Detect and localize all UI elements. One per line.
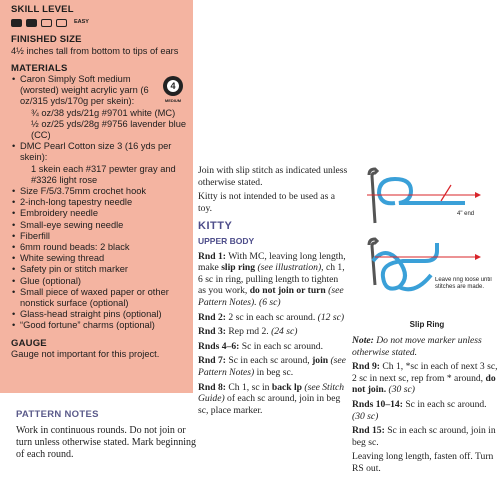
instructions-column <box>198 165 348 419</box>
material-caron: Caron Simply Soft medium (worsted) weight acrylic yarn (6 oz/315 yds/170g per skein): <box>20 74 149 107</box>
rounds-10-14: Rnds 10–14: Sc in each sc around. (30 sc) <box>352 398 487 422</box>
skill-box-4 <box>56 19 67 27</box>
material-item: • Glass-head straight pins (optional) <box>11 309 187 320</box>
material-item <box>11 74 161 108</box>
material-item: • Fiberfill <box>11 231 187 242</box>
skill-box-1 <box>11 19 22 27</box>
crochet-hook-icon <box>369 239 377 285</box>
kitty-title: KITTY <box>198 220 233 233</box>
material-dmc: DMC Pearl Cotton size 3 (16 yds per skein): <box>20 141 172 163</box>
upper-body-heading: UPPER BODY <box>198 235 255 246</box>
rounds-4-6: Rnds 4–6: Sc in each sc around. <box>198 340 323 352</box>
skill-box-2 <box>26 19 37 27</box>
instructions-column-right <box>352 335 500 478</box>
materials-list <box>11 141 187 163</box>
skill-box-3 <box>41 19 52 27</box>
slip-ring-diagram <box>355 165 500 335</box>
material-item: • White sewing thread <box>11 253 187 264</box>
marker-note: Note: Do not move marker unless otherwise stated. <box>352 335 482 358</box>
material-item: • Glue (optional) <box>11 276 187 287</box>
round-9: Rnd 9: Ch 1, *sc in each of next 3 sc, 2 sc in next sc, rep from * around, do not join. (30 sc) <box>352 361 498 396</box>
materials-sidebar <box>0 0 193 393</box>
skill-level-word: EASY <box>74 19 89 26</box>
round-3: Rnd 3: Rep rnd 2. (24 sc) <box>198 326 298 338</box>
intro-toy-note: Kitty is not intended to be used as a toy. <box>198 191 335 214</box>
materials-heading: MATERIALS <box>11 62 68 74</box>
material-item: • Safety pin or stitch marker <box>11 264 187 275</box>
material-item <box>11 141 187 163</box>
material-dmc-detail: 1 skein each #317 pewter gray and #3326 light rose <box>31 163 176 185</box>
skill-level-heading: SKILL LEVEL <box>11 4 74 15</box>
yarn-weight-number: 4 <box>170 81 176 91</box>
material-item: • Embroidery needle <box>11 208 187 219</box>
material-item: • 6mm round beads: 2 black <box>11 242 187 253</box>
finished-size-heading: FINISHED SIZE <box>11 34 82 46</box>
material-item: • Small-eye sewing needle <box>11 220 187 231</box>
materials-list <box>11 74 187 108</box>
materials-list-simple <box>11 186 187 332</box>
finish-instructions: Leaving long length, fasten off. Turn RS out. <box>352 451 494 474</box>
pattern-notes-heading: PATTERN NOTES <box>16 409 99 420</box>
intro-join-note: Join with slip stitch as indicated unless otherwise stated. <box>198 165 348 188</box>
gauge-text: Gauge not important for this project. <box>11 348 160 359</box>
end-label: 4" end <box>457 211 475 217</box>
material-item: • Small piece of waxed paper or other nonstick surface (optional) <box>11 287 187 309</box>
material-caron-lavender: ½ oz/25 yds/28g #9756 lavender blue (CC) <box>31 118 187 141</box>
pattern-notes-text: Work in continuous rounds. Do not join or turn unless otherwise stated. Mark beginning of each round. <box>16 425 196 460</box>
yarn-loop-top-icon <box>367 179 481 217</box>
yarn-weight-icon <box>162 75 184 103</box>
loose-ring-note: Leave ring loose until stitches are made. <box>435 277 492 290</box>
material-caron-white: ¾ oz/38 yds/21g #9701 white (MC) <box>31 107 176 118</box>
crochet-hook-icon <box>369 169 377 223</box>
round-8: Rnd 8: Ch 1, sc in back lp (see Stitch Guide) of each sc around, join in beg sc, place marker. <box>198 381 345 416</box>
round-2: Rnd 2: 2 sc in each sc around. (12 sc) <box>198 311 345 323</box>
material-item: • 2-inch-long tapestry needle <box>11 197 187 208</box>
gauge-heading: GAUGE <box>11 337 47 349</box>
pattern-notes <box>16 409 196 461</box>
round-1: Rnd 1: With MC, leaving long length, make slip ring (see illustration), ch 1, 6 sc in ring, pulling length to tighten as you work, do not join or turn (see Pattern Notes). (6 sc) <box>198 250 346 308</box>
finished-size-text: 4½ inches tall from bottom to tips of ears <box>11 45 179 56</box>
yarn-weight-word: MEDIUM <box>164 98 182 103</box>
slip-ring-caption: Slip Ring <box>409 320 445 329</box>
material-item: • Size F/5/3.75mm crochet hook <box>11 186 187 197</box>
skill-level-meter <box>11 17 187 28</box>
material-item: • “Good fortune” charms (optional) <box>11 320 187 331</box>
round-15: Rnd 15: Sc in each sc around, join in beg sc. <box>352 425 496 448</box>
round-7: Rnd 7: Sc in each sc around, join (see Pattern Notes) in beg sc. <box>198 355 346 378</box>
